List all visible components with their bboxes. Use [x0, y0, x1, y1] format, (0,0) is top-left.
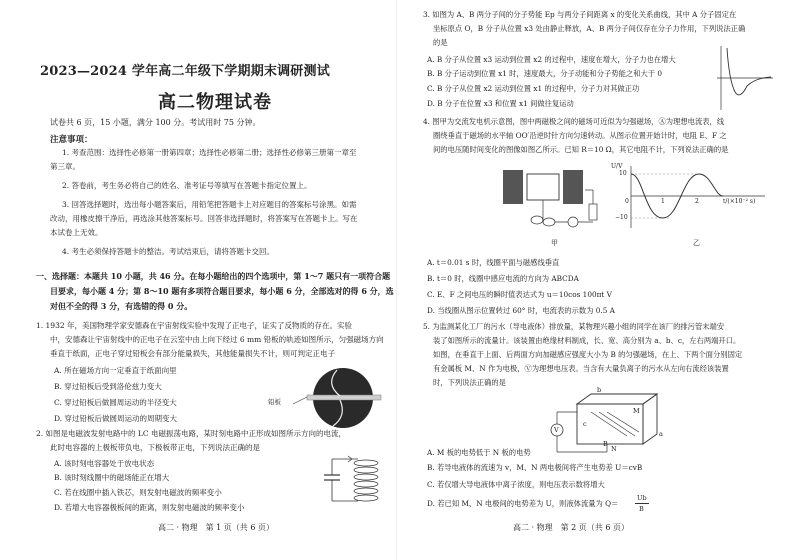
note-line: 本试卷上无效。 — [50, 228, 103, 237]
section-heading-line: 目要求，每小题 4 分；第 8～10 题有多项符合题目要求，每小题 6 分，全部选对的得 6 分，选 — [50, 286, 394, 296]
note-line: 第三章。 — [50, 162, 80, 171]
inductor-coil — [354, 460, 378, 501]
q1-stem-line: 垂直于纸面，正电子穿过铅板会有部分能量损失，其他能量损失不计，则可判定正电子 — [50, 349, 335, 358]
ammeter — [568, 217, 578, 227]
generator-figure — [497, 160, 609, 242]
q3-option-a: A. B 分子从位置 x3 运动到位置 x2 的过程中，速度在增大，分子力也在增大 — [427, 55, 676, 64]
q1-option-b: B. 穿过铅板后受到洛伦兹力变大 — [54, 382, 162, 391]
tick-2: 2 — [695, 198, 699, 205]
q4-option-b: B. t＝0 时，线圈中感应电流的方向为 ABCDA — [427, 274, 579, 283]
plate-n-label: N — [611, 445, 617, 453]
note-line: 改动，用橡皮擦干净后，再选涂其他答案标号。回答非选择题时，将答案写在答题卡上。写在 — [50, 214, 358, 223]
dim-c-label: c — [583, 420, 587, 428]
formula-denominator: B — [639, 505, 644, 513]
section-heading-line: 一、选择题：本题共 10 小题，共 46 分。在每小题给出的四个选项中，第 1～7 题只有一项符合题 — [36, 271, 391, 281]
q2-stem-line: 2. 如图是电磁波发射电路中的 LC 电磁振荡电路，某时刻电路中正形成如图所示方向的电流， — [36, 429, 347, 438]
q2-stem-line: 此时电容器的上极板带负电，下极板带正电，下列说法正确的是 — [50, 443, 260, 452]
tick-1: 1 — [661, 198, 665, 205]
figure-yi-label: 乙 — [693, 239, 700, 247]
note-line: 4. 考生必须保持答题卡的整洁。考试结束后，请将答题卡交回。 — [62, 247, 275, 256]
tick-pos: 10 — [619, 170, 627, 177]
q1-option-a: A. 所在磁场方向一定垂直于纸面向里 — [54, 366, 177, 375]
q4-stem-line: 圈绕垂直于磁场的水平轴 OO′沿逆时针方向匀速转动。从图示位置开始计时，电阻 E、F 之 — [433, 131, 727, 140]
q5-stem-line: 如图，在垂直于上面、后两面方向加磁感应强度大小为 B 的匀强磁场，在上、下两个面分别固定 — [433, 350, 743, 359]
q5-option-a: A. M 板的电势低于 N 板的电势 — [427, 448, 531, 457]
lc-circuit-figure — [318, 451, 390, 511]
q5-stem-line: 5. 为监测某化工厂的污水（导电液体）排放量，某物理兴趣小组的同学在该厂的排污管末端安 — [423, 322, 725, 331]
slip-ring — [531, 216, 543, 224]
exam-meta: 试卷共 6 页，15 小题，满分 100 分。考试用时 75 分钟。 — [50, 118, 261, 127]
q2-option-a: A. 该时刻电容器处于放电状态 — [54, 459, 155, 468]
tick-0: 0 — [625, 198, 629, 205]
resistor — [589, 204, 597, 220]
coil — [527, 174, 559, 200]
lead-plate-label: 铅板 — [268, 398, 281, 406]
q5-option-c: C. 若仅增大导电液体中离子浓度，则电压表示数将增大 — [427, 480, 605, 489]
plate-m-label: M — [633, 407, 640, 415]
magnet-n — [503, 170, 523, 204]
q3-option-d: D. B 分子在位置 x3 和位置 x1 间做往复运动 — [427, 99, 574, 108]
tick-neg: −10 — [615, 214, 628, 221]
exam-title: 2023—2024 学年高二年级下学期期末调研测试 — [40, 64, 330, 79]
note-line: 1. 考查范围：选择性必修第一册第四章；选择性必修第二册；选择性必修第三册第一章至 — [62, 148, 357, 157]
field-b-label: B — [603, 440, 608, 448]
q3-option-b: B. B 分子运动到位置 x1 时，速度最大，分子动能和分子势能之和大于 0 — [427, 69, 663, 78]
q5-option-b: B. 若导电液体的流速为 v，M、N 两电极间将产生电势差 U＝cvB — [427, 463, 643, 472]
slip-ring — [543, 218, 555, 226]
q1-option-c: C. 穿过铅板后做圆周运动的半径变大 — [54, 398, 177, 407]
ep-curve — [727, 48, 771, 95]
u-axis-label: U/V — [611, 163, 623, 170]
note-line: 2. 答卷前，考生务必将自己的姓名、准考证号等填写在答题卡指定位置上。 — [62, 181, 312, 190]
t-axis-label: t/(×10⁻² s) — [723, 198, 756, 205]
q1-stem-line: 1. 1932 年，美国物理学家安德森在宇宙射线实验中发现了正电子，证实了反物质的存在。实验 — [36, 321, 353, 330]
note-line: 3. 回答选择题时，选出每小题答案后，用铅笔把答题卡上对应题目的答案标号涂黑。如需 — [62, 200, 357, 209]
q5-stem-line: 有金属板 M、N 作为电极，Ⓥ为理想电压表。当含有大量负离子的污水从左向右流经该装置 — [433, 364, 729, 373]
q2-option-c: C. 若在线圈中插入铁芯，则发射电磁波的频率变小 — [54, 488, 222, 497]
lead-plate — [307, 395, 381, 400]
q4-option-c: C. E、F 之间电压的瞬时值表达式为 u＝10cos 100πt V — [427, 290, 612, 299]
q4-option-a: A. t＝0.01 s 时，线圈平面与磁感线垂直 — [427, 258, 560, 267]
cloud-chamber-figure — [285, 364, 385, 432]
q2-option-d: D. 若增大电容器极板间的距离，则发射电磁波的频率变小 — [54, 503, 245, 512]
dim-a-label: a — [659, 430, 663, 438]
q1-option-d: D. 穿过铅板后做圆周运动的周期变大 — [54, 414, 178, 423]
q3-stem-line: 3. 如图为 A、B 两分子间的分子势能 Ep 与两分子间距离 x 的变化关系曲线，其中 A 分子固定在 — [423, 10, 737, 19]
q3-stem-line: 坐标原点 O，B 分子从位置 x3 处由静止释放，A、B 两分子间仅存在分子力作用，下列说法正确 — [433, 24, 746, 33]
q4-stem-line: 4. 图甲为交流发电机示意图，图中两磁极之间的磁场可近似为匀强磁场，Ⓐ为理想电流表，线 — [423, 117, 725, 126]
q3-option-c: C. B 分子从位置 x2 运动到位置 x1 的过程中，分子力对其做正功 — [427, 84, 640, 93]
magnet-s — [563, 170, 583, 204]
page-footer: 高二 · 物理 第 1 页（共 6 页） — [158, 523, 274, 532]
potential-energy-figure — [713, 40, 775, 116]
q4-option-d: D. 当线圈从图示位置转过 60° 时，电流表的示数为 0.5 A — [427, 306, 615, 315]
formula-bar — [635, 503, 649, 504]
section-heading-line: 对但不全的得 3 分，有选错的得 0 分。 — [50, 301, 193, 311]
formula-numerator: Ub — [637, 494, 647, 502]
q5-option-d: D. 若已知 M、N 电极间的电势差为 U，则液体流量为 Q＝ — [427, 499, 619, 508]
q1-stem-line: 中，安德森让宇宙射线中的正电子在云室中由上向下经过 6 mm 铅板的轨迹如图所示，匀强磁场方向 — [50, 335, 384, 344]
dim-b-label: b — [597, 386, 602, 394]
figure-jia-label: 甲 — [551, 239, 558, 247]
q5-stem-line: 时，下列说法正确的是 — [433, 378, 506, 387]
q4-stem-line: 间的电压随时间变化的图像如图乙所示。已知 R＝10 Ω，其它电阻不计，下列说法正确的是 — [433, 145, 729, 154]
exam-subtitle: 高二物理试卷 — [158, 92, 272, 113]
q5-stem-line: 装了如图所示的流量计。该装置由绝缘材料制成，长、宽、高分别为 a、b、c，左右两端开口。 — [433, 336, 741, 345]
q3-stem-line: 的是 — [433, 38, 448, 47]
voltmeter-label: V — [554, 426, 559, 434]
page-footer: 高二 · 物理 第 2 页（共 6 页） — [513, 523, 629, 532]
notes-heading: 注意事项： — [50, 135, 93, 145]
q2-option-b: B. 该时刻线圈中的磁场能正在增大 — [54, 473, 170, 482]
exam-page-2 — [397, 0, 794, 560]
